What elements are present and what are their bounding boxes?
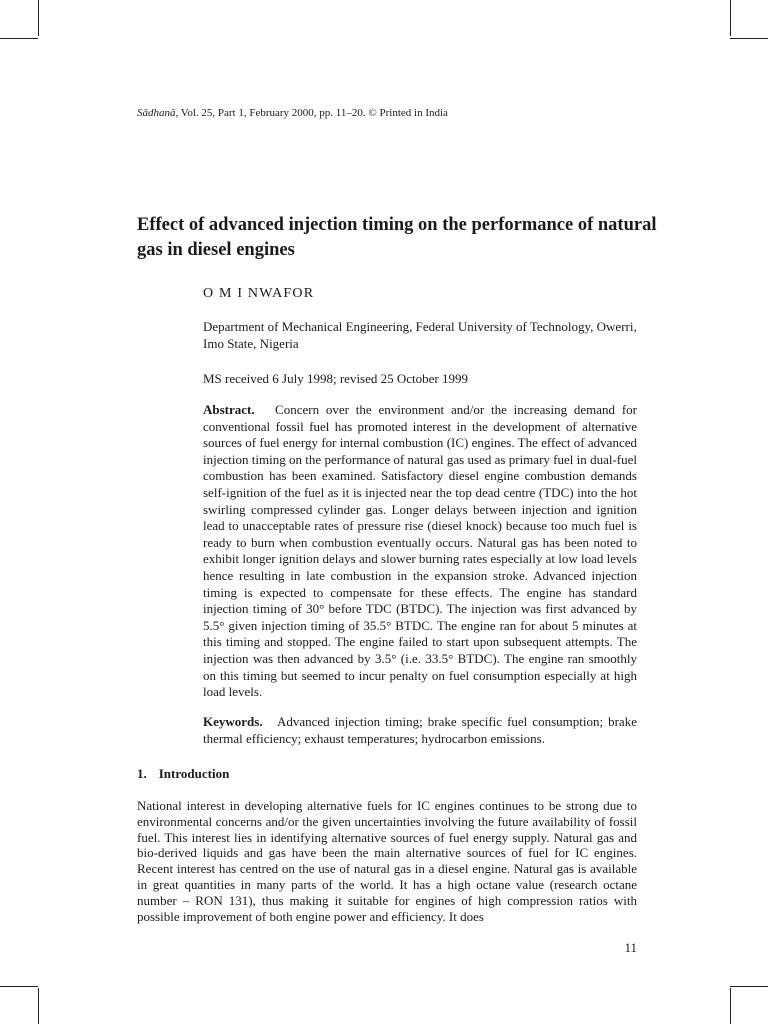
- crop-mark-bottom-right-vertical: [730, 988, 731, 1024]
- introduction-paragraph: National interest in developing alternative fuels for IC engines continues to be strong due to environmental concerns and/or the given uncertainties involving the future availability of fossil fuel. This interest lies in identifying alternative sources of fuel energy supply. Natural gas and bio-derived liquids and gas have been the main alternative sources of fuel for IC engines. Recent interest has centred on the use of natural gas in a diesel engine. Natural gas is available in great quantities in many parts of the world. It has a high octane value (research octane number – RON 131), thus making it suitable for engines of high compression ratios with possible improvement of both engine power and efficiency. It does: [137, 798, 637, 924]
- crop-mark-top-left-vertical: [38, 0, 39, 36]
- crop-mark-top-right-vertical: [730, 0, 731, 36]
- author-name: O M I NWAFOR: [203, 286, 315, 301]
- author-affiliation: Department of Mechanical Engineering, Federal University of Technology, Owerri, Imo State, Nigeria: [203, 319, 637, 351]
- section-title: Introduction: [158, 766, 230, 781]
- paper-title: Effect of advanced injection timing on the performance of natural gas in diesel engines: [137, 215, 657, 260]
- abstract: [203, 402, 637, 701]
- received-dates: MS received 6 July 1998; revised 25 October 1999: [203, 371, 469, 386]
- section-heading: [137, 766, 229, 782]
- abstract-label: Abstract.: [203, 402, 255, 417]
- crop-mark-top-left-horizontal: [0, 38, 38, 39]
- crop-mark-bottom-left-vertical: [38, 988, 39, 1024]
- journal-citation: [137, 106, 448, 120]
- journal-name: Sādhanā: [137, 107, 176, 119]
- section-number: 1.: [137, 766, 147, 781]
- journal-details: , Vol. 25, Part 1, February 2000, pp. 11–20. © Printed in India: [175, 107, 448, 119]
- crop-mark-bottom-right-horizontal: [730, 986, 768, 987]
- abstract-text: Concern over the environment and/or the increasing demand for conventional fossil fuel has promoted interest in the development of alternative sources of fuel energy for internal combustion (IC) engines. The effect of advanced injection timing on the performance of natural gas used as primary fuel in dual-fuel combustion has been examined. Satisfactory diesel engine combustion demands self-ignition of the fuel as it is injected near the top dead centre (TDC) into the hot swirling compressed cylinder gas. Longer delays between injection and ignition lead to unacceptable rates of pressure rise (diesel knock) because too much fuel is ready to burn when combustion eventually occurs. Natural gas has been noted to exhibit longer ignition delays and slower burning rates especially at low load levels hence resulting in late combustion in the expansion stroke. Advanced injection timing is expected to compensate for these effects. The engine has standard injection timing of 30° before TDC (BTDC). The injection was first advanced by 5.5° given injection timing of 35.5° BTDC. The engine ran for about 5 minutes at this timing and stopped. The engine failed to start upon subsequent attempts. The injection was then advanced by 3.5° (i.e. 33.5° BTDC). The engine ran smoothly on this timing but seemed to incur penalty on fuel consumption especially at high load levels.: [203, 402, 637, 700]
- crop-mark-top-right-horizontal: [730, 38, 768, 39]
- crop-mark-bottom-left-horizontal: [0, 986, 38, 987]
- keywords-label: Keywords.: [203, 714, 263, 729]
- page-number: 11: [624, 940, 637, 955]
- keywords-text: Advanced injection timing; brake specific fuel consumption; brake thermal efficiency; exhaust temperatures; hydrocarbon emissions.: [203, 714, 637, 746]
- keywords: [203, 714, 637, 747]
